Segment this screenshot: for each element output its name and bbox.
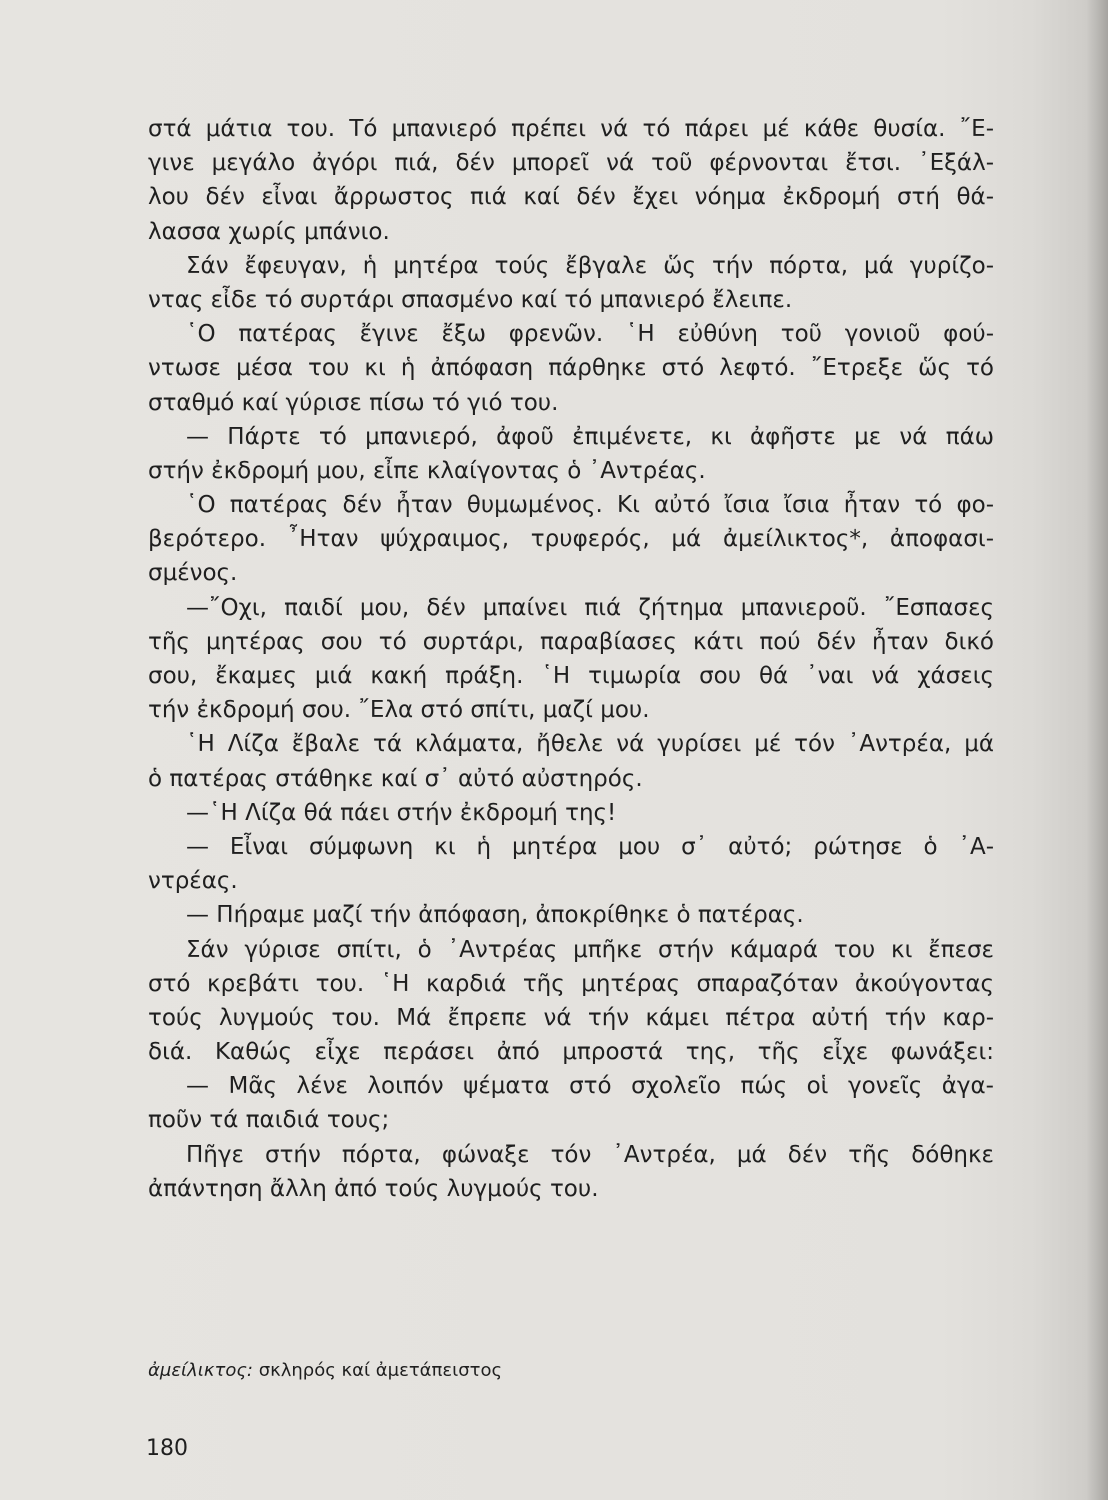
text-line: —῾Η Λίζα θά πάει στήν ἐκδρομή της! [186, 799, 617, 826]
text-line: ἀπάντηση ἄλλη ἀπό τούς λυγμούς του. [148, 1175, 599, 1202]
text-line: στά μάτια του. Τό μπανιερό πρέπει νά τό πάρει μέ κάθε θυσία. ῎Ε- [148, 116, 994, 142]
text-line: γινε μεγάλο ἀγόρι πιά, δέν μπορεῖ νά τοῦ φέρνονται ἔτσι. ᾿Εξάλ- [148, 150, 994, 177]
text-line: λου δέν εἶναι ἄρρωστος πιά καί δέν ἔχει νόημα ἐκδρομή στή θά- [148, 184, 994, 211]
text-line: στήν ἐκδρομή μου, εἶπε κλαίγοντας ὁ ᾿Αντρέας. [148, 457, 706, 484]
text-line: Πῆγε στήν πόρτα, φώναξε τόν ᾿Αντρέα, μά δέν τῆς δόθηκε [186, 1141, 994, 1168]
text-line: ποῦν τά παιδιά τους; [148, 1107, 390, 1134]
text-line: — Εἶναι σύμφωνη κι ἡ μητέρα μου σ᾿ αὐτό; ρώτησε ὁ ᾿Α- [186, 833, 994, 860]
body-text [148, 112, 994, 1206]
text-line: ῾Ο πατέρας ἔγινε ἔξω φρενῶν. ῾Η εὐθύνη τοῦ γονιοῦ φού- [186, 321, 994, 348]
footnote-definition: σκληρός καί ἀμετάπειστος [258, 1360, 503, 1381]
text-line: ντρέας. [148, 868, 238, 895]
text-line: στό κρεβάτι του. ῾Η καρδιά τῆς μητέρας σπαραζόταν ἀκούγοντας [148, 970, 994, 997]
text-line: διά. Καθώς εἶχε περάσει ἀπό μπροστά της, τῆς εἶχε φωνάξει: [148, 1039, 994, 1066]
text-line: Σάν ἔφευγαν, ἡ μητέρα τούς ἔβγαλε ὥς τήν πόρτα, μά γυρίζο- [186, 252, 994, 279]
text-line: λασσα χωρίς μπάνιο. [148, 218, 390, 245]
text-line: — Μᾶς λένε λοιπόν ψέματα στό σχολεῖο πώς οἱ γονεῖς ἀγα- [186, 1073, 994, 1100]
text-line: σου, ἔκαμες μιά κακή πράξη. ῾Η τιμωρία σου θά ᾿ναι νά χάσεις [148, 663, 994, 689]
text-line: Σάν γύρισε σπίτι, ὁ ᾿Αντρέας μπῆκε στήν κάμαρά του κι ἔπεσε [186, 936, 994, 963]
text-line: βερότερο. ῏Ηταν ψύχραιμος, τρυφερός, μά ἀμείλικτος*, ἀποφασι- [148, 526, 994, 553]
text-line: — Πήραμε μαζί τήν ἀπόφαση, ἀποκρίθηκε ὁ πατέρας. [186, 902, 804, 929]
footnote [148, 1360, 502, 1381]
text-line: σταθμό καί γύρισε πίσω τό γιό του. [148, 389, 559, 416]
text-line: —῎Οχι, παιδί μου, δέν μπαίνει πιά ζήτημα μπανιεροῦ. ῎Εσπασες [186, 594, 994, 621]
text-line: ῾Η Λίζα ἔβαλε τά κλάματα, ἤθελε νά γυρίσει μέ τόν ᾿Αντρέα, μά [186, 731, 994, 758]
text-line: ντας εἶδε τό συρτάρι σπασμένο καί τό μπανιερό ἔλειπε. [148, 286, 793, 313]
page-number: 180 [146, 1436, 188, 1461]
page-gutter-shadow [1086, 0, 1108, 1500]
text-line: τῆς μητέρας σου τό συρτάρι, παραβίασες κάτι πού δέν ἦταν δικό [148, 628, 994, 655]
text-line: ντωσε μέσα του κι ἡ ἀπόφαση πάρθηκε στό λεφτό. ῎Ετρεξε ὥς τό [148, 355, 994, 382]
text-line: ῾Ο πατέρας δέν ἦταν θυμωμένος. Κι αὐτό ἴσια ἴσια ἦταν τό φο- [186, 492, 994, 519]
text-line: σμένος. [148, 560, 238, 587]
text-line: — Πάρτε τό μπανιερό, ἀφοῦ ἐπιμένετε, κι ἀφῆστε με νά πάω [186, 423, 994, 450]
footnote-term: ἀμείλικτος: [148, 1360, 253, 1381]
text-line: τούς λυγμούς του. Μά ἔπρεπε νά τήν κάμει πέτρα αὐτή τήν καρ- [148, 1004, 994, 1031]
text-line: τήν ἐκδρομή σου. ῎Ελα στό σπίτι, μαζί μου. [148, 697, 650, 724]
text-line: ὁ πατέρας στάθηκε καί σ᾿ αὐτό αὐστηρός. [148, 765, 643, 792]
